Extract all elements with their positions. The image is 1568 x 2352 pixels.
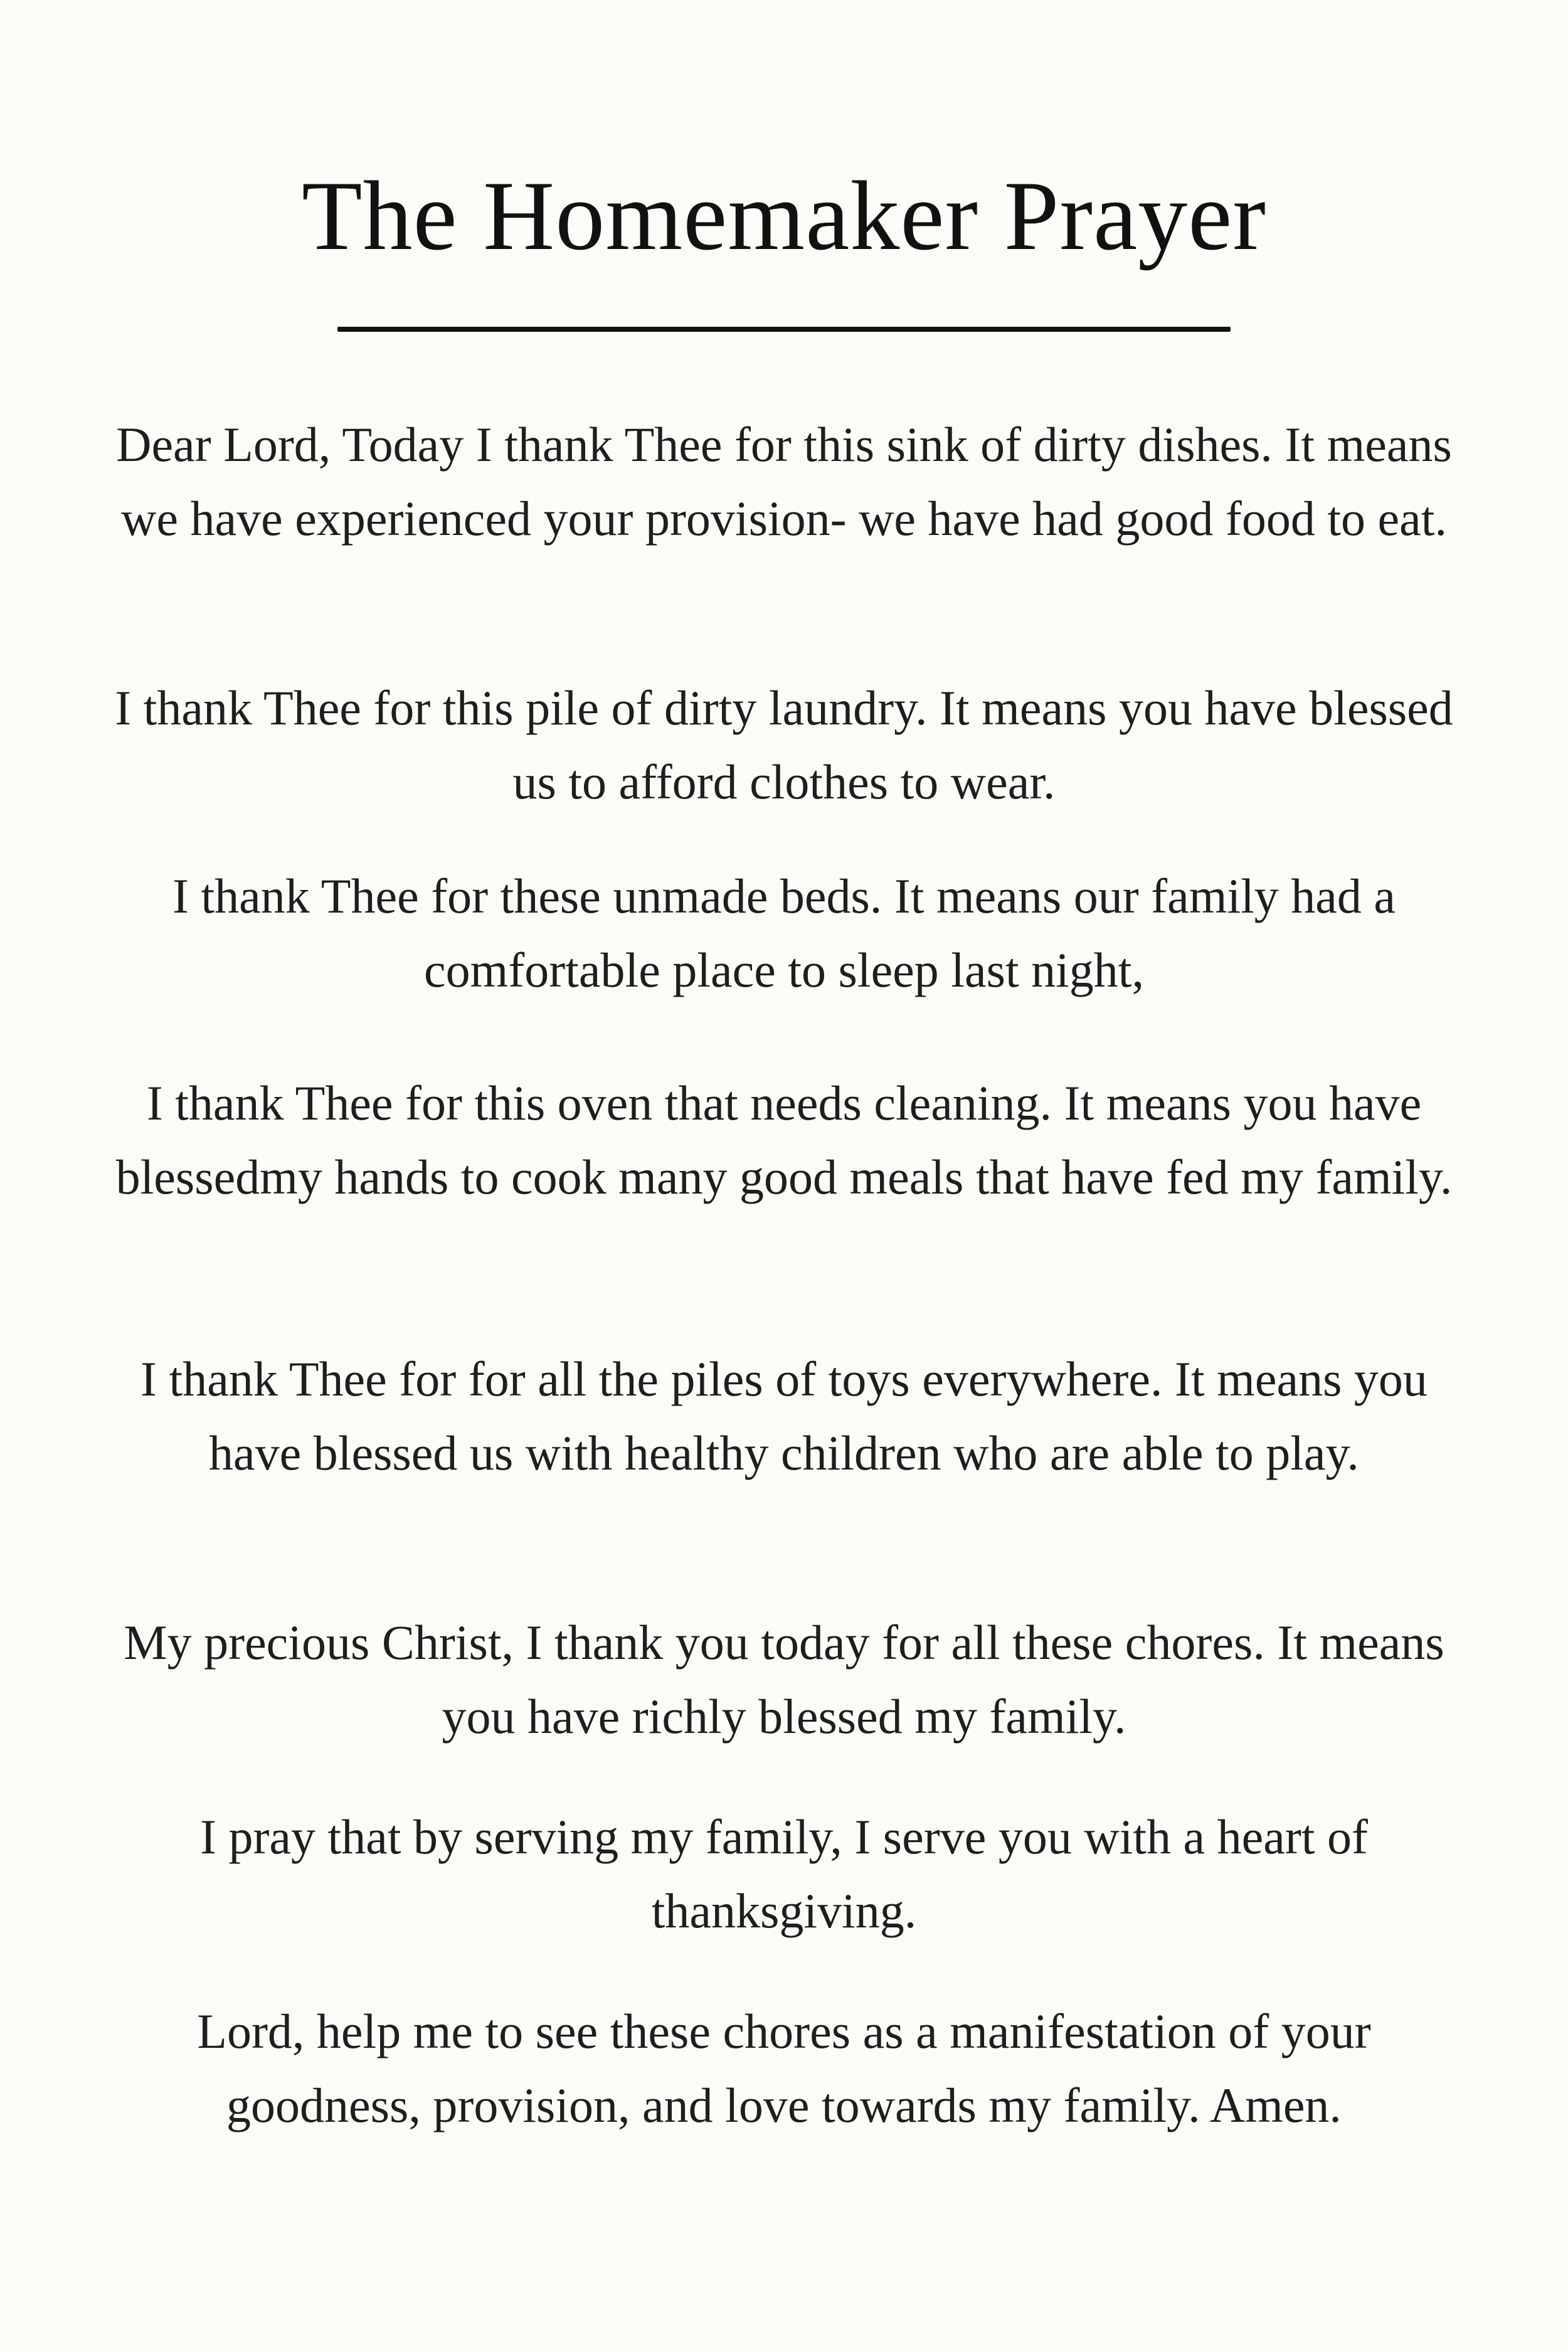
prayer-paragraph-dishes: Dear Lord, Today I thank Thee for this sink of dirty dishes. It means we have experienced your provision- we have had good food to eat. [116,417,1452,546]
prayer-paragraph-laundry: I thank Thee for this pile of dirty laundry. It means you have blessed us to afford clothes to wear. [115,681,1453,809]
prayer-paragraph-oven: I thank Thee for this oven that needs cleaning. It means you have blessedmy hands to cook many good meals that have fed my family. [115,1076,1453,1204]
title-divider [337,327,1231,332]
prayer-paragraph-amen: Lord, help me to see these chores as a manifestation of your goodness, provision, and love towards my family. Amen. [197,2004,1371,2132]
prayer-paragraph-chores: My precious Christ, I thank you today for all these chores. It means you have richly blessed my family. [124,1615,1444,1744]
prayer-paragraph-beds: I thank Thee for these unmade beds. It means our family had a comfortable place to sleep last night, [172,869,1396,997]
page-title: The Homemaker Prayer [302,161,1266,271]
prayer-paragraph-toys: I thank Thee for for all the piles of toys everywhere. It means you have blessed us with healthy children who are able to play. [140,1352,1428,1480]
prayer-paragraph-serving: I pray that by serving my family, I serve you with a heart of thanksgiving. [199,1809,1369,1938]
